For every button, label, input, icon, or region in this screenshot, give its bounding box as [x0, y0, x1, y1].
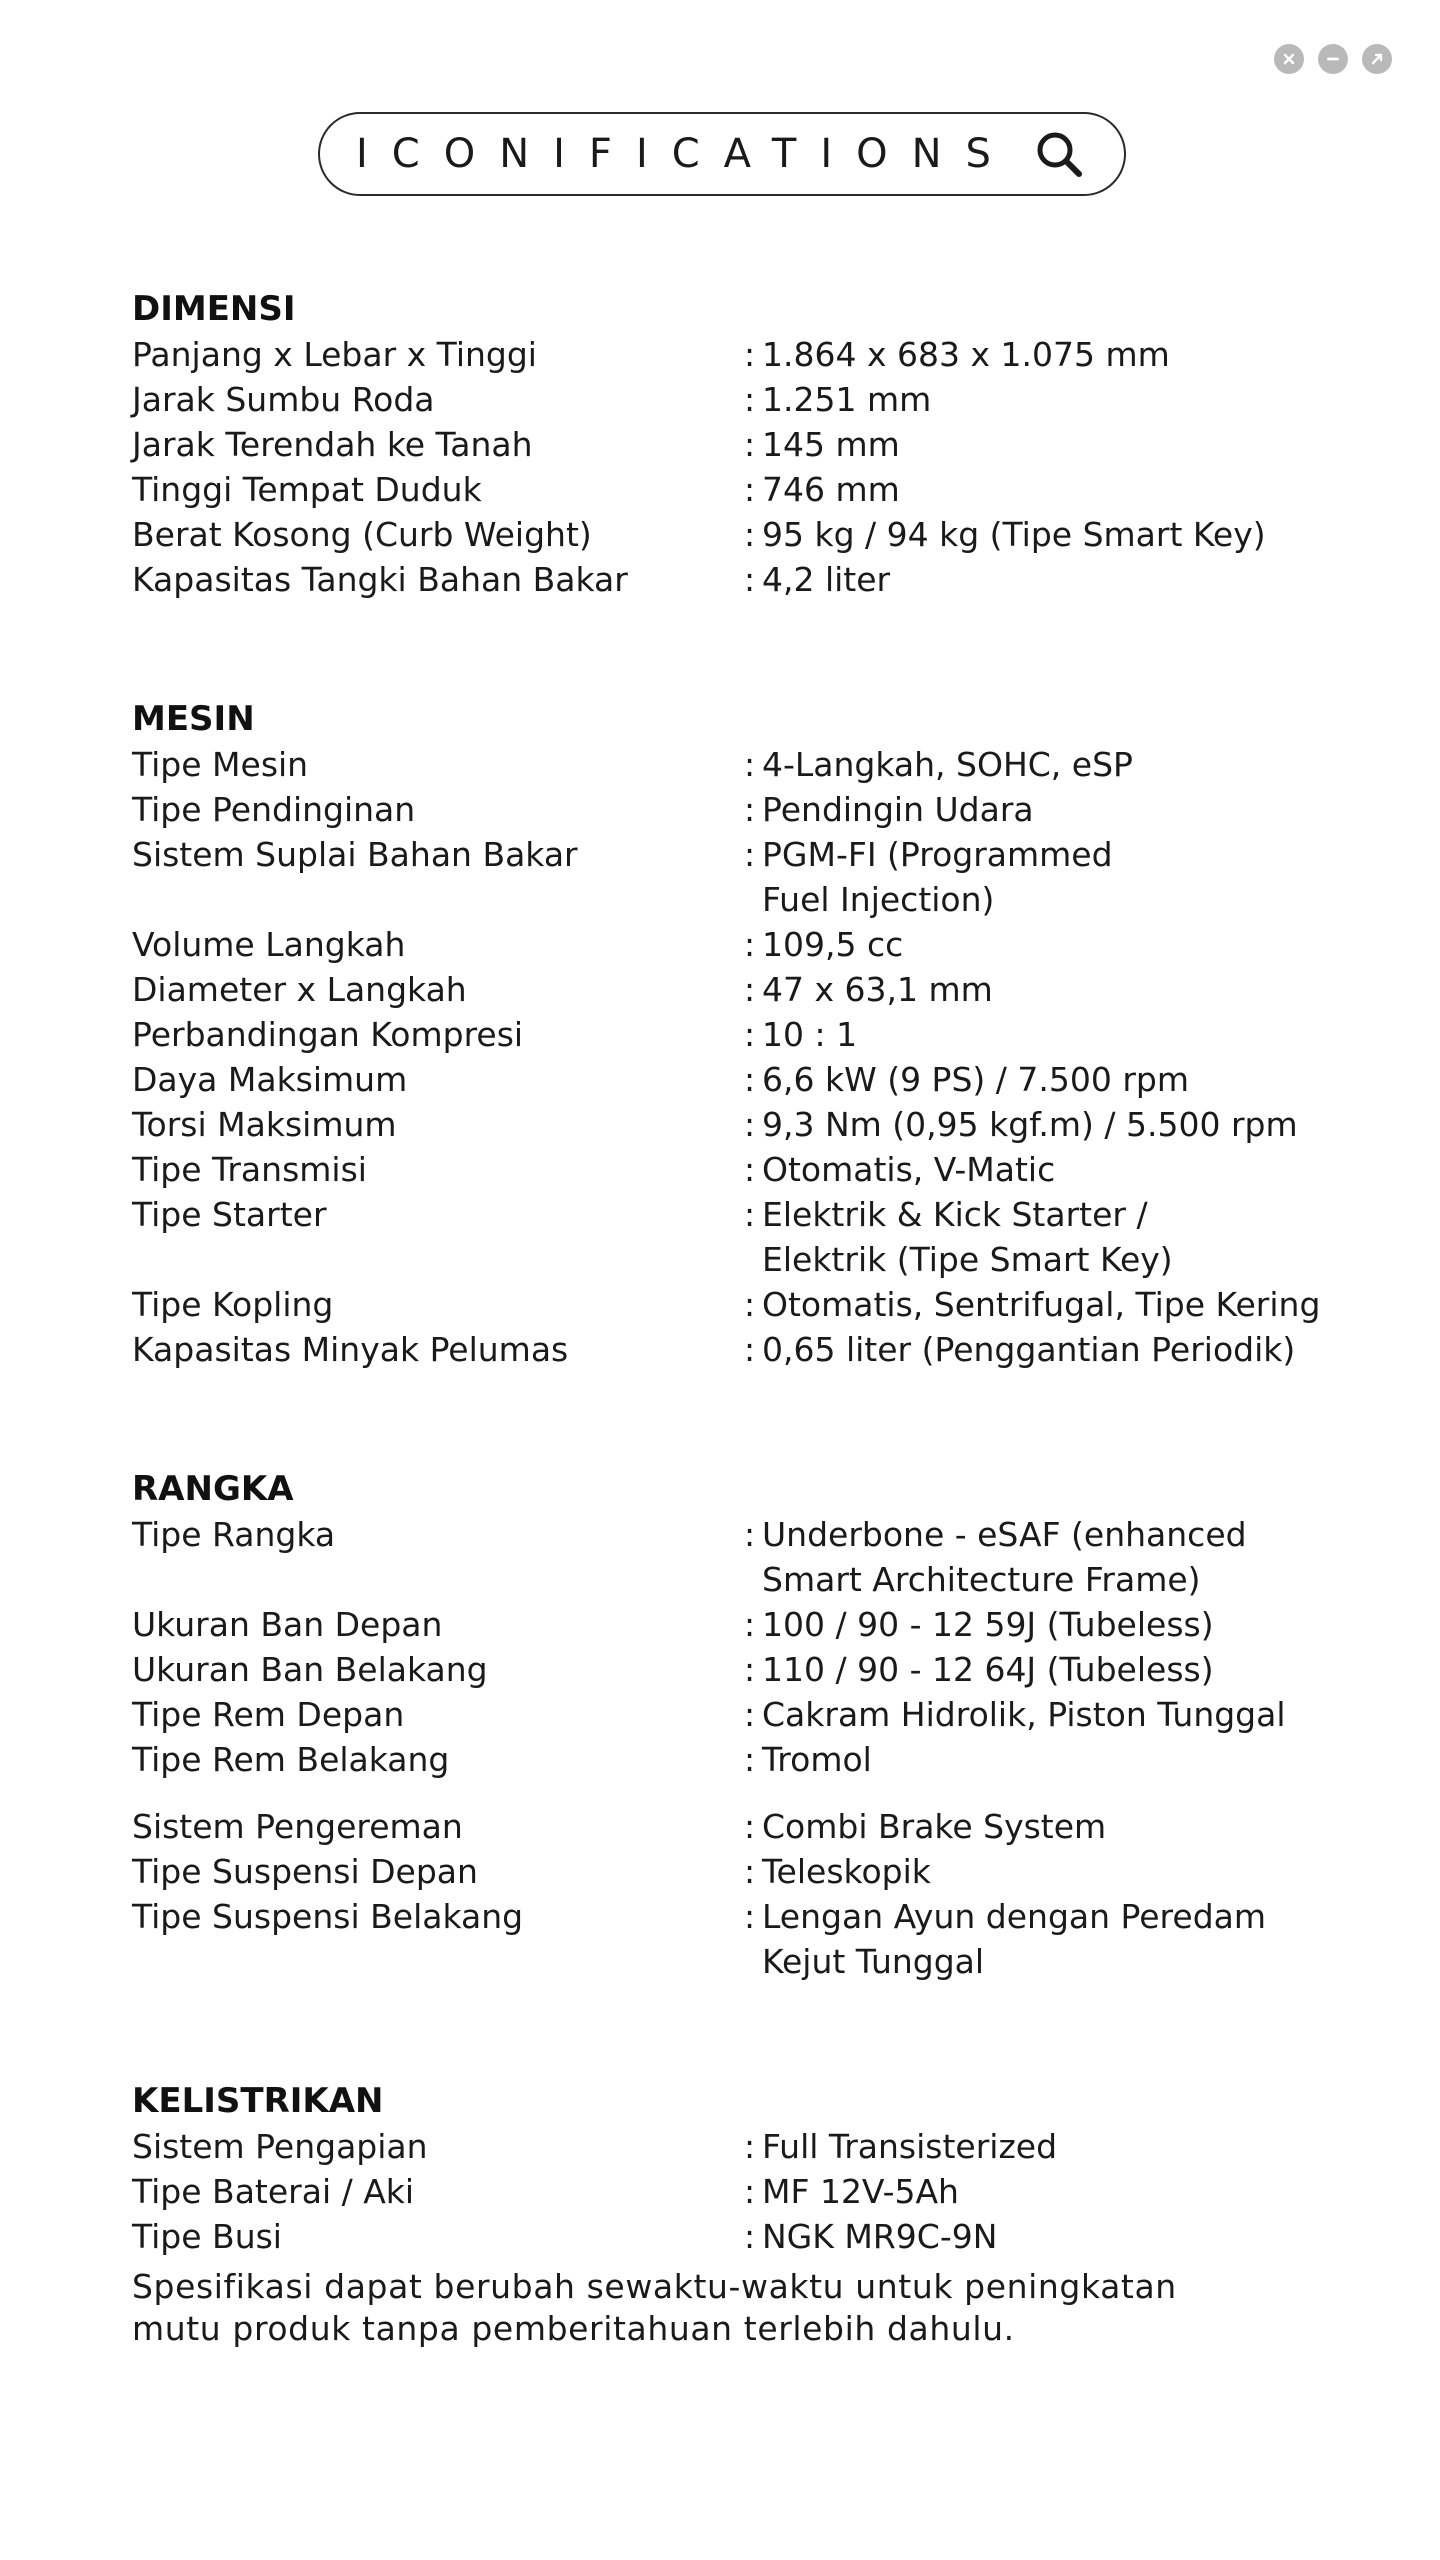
spec-separator: :	[744, 790, 756, 829]
search-icon[interactable]	[1032, 127, 1086, 181]
spec-separator: :	[744, 470, 756, 509]
spec-row	[132, 1804, 1332, 1849]
spec-label: Sistem Pengapian	[132, 2127, 428, 2166]
spec-separator: :	[744, 835, 756, 874]
page-title: ICONIFICATIONS	[356, 131, 1015, 177]
spec-value: Full Transisterized	[762, 2127, 1058, 2166]
spec-label: Kapasitas Minyak Pelumas	[132, 1330, 569, 1369]
spec-value: Otomatis, Sentrifugal, Tipe Kering	[762, 1285, 1321, 1324]
spec-row	[132, 1147, 1332, 1192]
minimize-icon[interactable]	[1318, 44, 1348, 74]
spec-value: 746 mm	[762, 470, 900, 509]
spec-value: Elektrik & Kick Starter / Elektrik (Tipe Smart Key)	[762, 1195, 1173, 1279]
spec-label: Jarak Sumbu Roda	[132, 380, 435, 419]
spec-row	[132, 1012, 1332, 1057]
spec-value: 4-Langkah, SOHC, eSP	[762, 745, 1133, 784]
spec-value: Underbone - eSAF (enhanced Smart Architecture Frame)	[762, 1515, 1247, 1599]
spec-label: Panjang x Lebar x Tinggi	[132, 335, 537, 374]
spec-separator: :	[744, 1105, 756, 1144]
spec-value: Combi Brake System	[762, 1807, 1107, 1846]
section-title: MESIN	[132, 699, 255, 739]
spec-row	[132, 1647, 1332, 1692]
spec-separator: :	[744, 2172, 756, 2211]
spec-separator: :	[744, 1015, 756, 1054]
spec-row	[132, 557, 1332, 602]
spec-value: 6,6 kW (9 PS) / 7.500 rpm	[762, 1060, 1190, 1099]
spec-content	[132, 286, 1332, 2353]
spec-separator: :	[744, 2127, 756, 2166]
spec-separator: :	[744, 1330, 756, 1369]
footnote	[132, 2266, 1292, 2350]
spec-row	[132, 422, 1332, 467]
spec-row	[132, 1327, 1332, 1372]
spec-row	[132, 332, 1332, 377]
spec-value: MF 12V-5Ah	[762, 2172, 959, 2211]
spec-row	[132, 742, 1332, 787]
section-dimensi	[132, 286, 1332, 602]
spec-row	[132, 467, 1332, 512]
spec-label: Tipe Kopling	[132, 1285, 334, 1324]
spec-value: 10 : 1	[762, 1015, 858, 1054]
spec-label: Tipe Baterai / Aki	[132, 2172, 415, 2211]
spec-label: Daya Maksimum	[132, 1060, 408, 1099]
spec-row	[132, 787, 1332, 832]
spec-value: NGK MR9C-9N	[762, 2217, 998, 2256]
spec-separator: :	[744, 970, 756, 1009]
spec-separator: :	[744, 1852, 756, 1891]
spec-value: PGM-FI (Programmed Fuel Injection)	[762, 835, 1113, 919]
spec-value: Otomatis, V-Matic	[762, 1150, 1056, 1189]
spec-value: 1.251 mm	[762, 380, 932, 419]
spec-separator: :	[744, 1060, 756, 1099]
spec-row	[132, 1602, 1332, 1647]
spec-separator: :	[744, 2217, 756, 2256]
spec-value: 47 x 63,1 mm	[762, 970, 993, 1009]
spec-value: 145 mm	[762, 425, 900, 464]
spec-value: 110 / 90 - 12 64J (Tubeless)	[762, 1650, 1214, 1689]
spec-row	[132, 2169, 1332, 2214]
spec-label: Berat Kosong (Curb Weight)	[132, 515, 592, 554]
title-search-bar[interactable]	[318, 112, 1126, 196]
spec-separator: :	[744, 745, 756, 784]
spec-label: Perbandingan Kompresi	[132, 1015, 524, 1054]
spec-label: Tipe Rangka	[132, 1515, 336, 1554]
spec-row	[132, 1057, 1332, 1102]
spec-row	[132, 922, 1332, 967]
section-rangka	[132, 1466, 1332, 1984]
spec-separator: :	[744, 1285, 756, 1324]
spec-label: Tipe Transmisi	[132, 1150, 367, 1189]
spec-row	[132, 2124, 1332, 2169]
spec-value: 4,2 liter	[762, 560, 891, 599]
spec-value: 1.864 x 683 x 1.075 mm	[762, 335, 1170, 374]
footnote-text: Spesifikasi dapat berubah sewaktu-waktu untuk peningkatan mutu produk tanpa pemberitahuan terlebih dahulu.	[132, 2267, 1177, 2348]
spec-separator: :	[744, 1740, 756, 1779]
spec-separator: :	[744, 1897, 756, 1936]
spec-label: Tipe Rem Depan	[132, 1695, 405, 1734]
spec-value: Tromol	[762, 1740, 872, 1779]
spec-value: 109,5 cc	[762, 925, 904, 964]
spec-row	[132, 967, 1332, 1012]
spec-row	[132, 512, 1332, 557]
spec-label: Tipe Suspensi Depan	[132, 1852, 478, 1891]
spec-row	[132, 1102, 1332, 1147]
spec-label: Volume Langkah	[132, 925, 406, 964]
spec-separator: :	[744, 1650, 756, 1689]
spec-value: 95 kg / 94 kg (Tipe Smart Key)	[762, 515, 1266, 554]
section-title: RANGKA	[132, 1469, 294, 1509]
spec-separator: :	[744, 335, 756, 374]
spec-separator: :	[744, 515, 756, 554]
spec-label: Ukuran Ban Depan	[132, 1605, 443, 1644]
spec-label: Kapasitas Tangki Bahan Bakar	[132, 560, 628, 599]
spec-value: Pendingin Udara	[762, 790, 1034, 829]
spec-label: Sistem Pengereman	[132, 1807, 463, 1846]
spec-separator: :	[744, 1807, 756, 1846]
section-mesin	[132, 696, 1332, 1372]
spec-row	[132, 1692, 1332, 1737]
spec-label: Tipe Pendinginan	[132, 790, 416, 829]
spec-separator: :	[744, 1695, 756, 1734]
spec-label: Torsi Maksimum	[132, 1105, 397, 1144]
close-icon[interactable]	[1274, 44, 1304, 74]
spec-label: Tinggi Tempat Duduk	[132, 470, 482, 509]
spec-row	[132, 1282, 1332, 1327]
spec-label: Sistem Suplai Bahan Bakar	[132, 835, 578, 874]
spec-separator: :	[744, 1150, 756, 1189]
spec-row	[132, 2214, 1332, 2259]
spec-label: Jarak Terendah ke Tanah	[132, 425, 533, 464]
spec-row	[132, 1894, 1332, 1984]
spec-row	[132, 377, 1332, 422]
spec-label: Tipe Mesin	[132, 745, 309, 784]
spec-label: Tipe Rem Belakang	[132, 1740, 450, 1779]
spec-row	[132, 1192, 1332, 1282]
spec-row	[132, 1512, 1332, 1602]
spec-separator: :	[744, 1515, 756, 1554]
spec-separator: :	[744, 925, 756, 964]
spec-value: 100 / 90 - 12 59J (Tubeless)	[762, 1605, 1214, 1644]
spec-row	[132, 1849, 1332, 1894]
spec-row	[132, 1737, 1332, 1782]
window-controls	[1274, 44, 1392, 74]
section-title: DIMENSI	[132, 289, 296, 329]
spec-value: 0,65 liter (Penggantian Periodik)	[762, 1330, 1296, 1369]
spec-separator: :	[744, 1195, 756, 1234]
spec-row	[132, 832, 1332, 922]
spec-label: Tipe Suspensi Belakang	[132, 1897, 524, 1936]
section-kelistrikan	[132, 2078, 1332, 2259]
spec-label: Diameter x Langkah	[132, 970, 467, 1009]
spec-value: Cakram Hidrolik, Piston Tunggal	[762, 1695, 1286, 1734]
spec-label: Tipe Busi	[132, 2217, 282, 2256]
spec-label: Tipe Starter	[132, 1195, 327, 1234]
spec-label: Ukuran Ban Belakang	[132, 1650, 488, 1689]
spec-value: Teleskopik	[762, 1852, 931, 1891]
expand-icon[interactable]	[1362, 44, 1392, 74]
spec-separator: :	[744, 1605, 756, 1644]
spec-separator: :	[744, 425, 756, 464]
spec-value: Lengan Ayun dengan Peredam Kejut Tunggal	[762, 1897, 1267, 1981]
spec-value: 9,3 Nm (0,95 kgf.m) / 5.500 rpm	[762, 1105, 1298, 1144]
section-title: KELISTRIKAN	[132, 2081, 384, 2121]
spec-separator: :	[744, 560, 756, 599]
spec-separator: :	[744, 380, 756, 419]
